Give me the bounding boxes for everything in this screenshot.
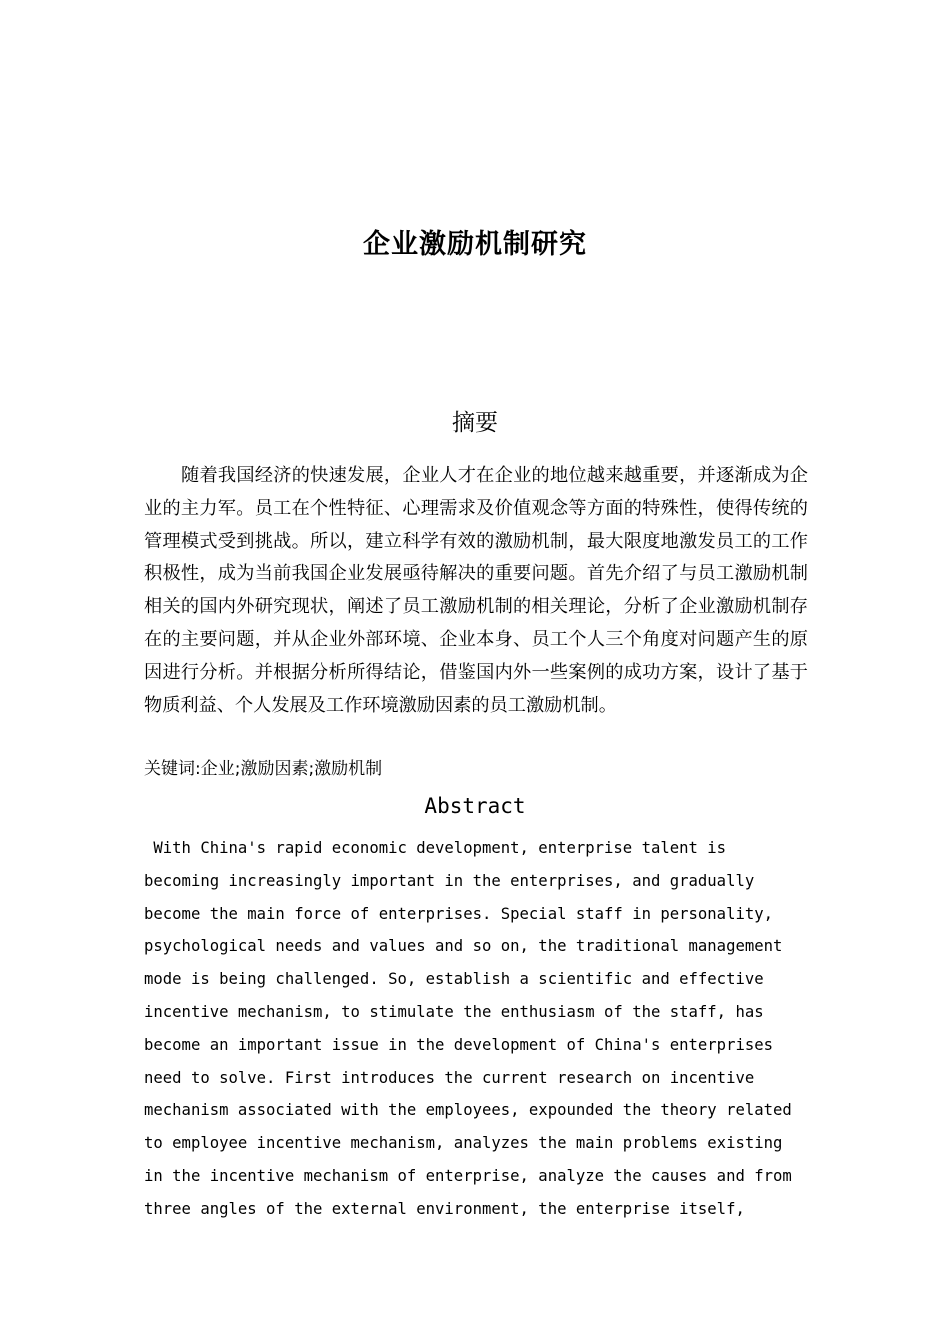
abstract-english-line: psychological needs and values and so on, the traditional management — [144, 937, 783, 956]
abstract-english-line: mechanism associated with the employees, expounded the theory related — [144, 1101, 792, 1120]
document-title: 企业激励机制研究 — [363, 229, 587, 260]
abstract-english-line: three angles of the external environment, the enterprise itself, — [144, 1199, 745, 1218]
abstract-body-english — [144, 832, 824, 1226]
abstract-english-line: With China's rapid economic development, enterprise talent is — [144, 839, 727, 857]
abstract-english-line: to employee incentive mechanism, analyzes the main problems existing — [144, 1134, 783, 1153]
abstract-english-line: incentive mechanism, to stimulate the enthusiasm of the staff, has — [144, 1002, 764, 1021]
abstract-heading-chinese: 摘要 — [452, 410, 498, 436]
abstract-heading-english: Abstract — [424, 794, 526, 818]
abstract-english-line: become an important issue in the development of China's enterprises — [144, 1035, 774, 1054]
abstract-english-line: need to solve. First introduces the current research on incentive — [144, 1068, 755, 1087]
abstract-body-chinese: 随着我国经济的快速发展，企业人才在企业的地位越来越重要，并逐渐成为企业的主力军。员工在个性特征、心理需求及价值观念等方面的特殊性，使得传统的管理模式受到挑战。所以，建立科学有效的激励机制，最大限度地激发员工的工作积极性，成为当前我国企业发展亟待解决的重要问题。首先介绍了与员工激励机制相关的国内外研究现状，阐述了员工激励机制的相关理论，分析了企业激励机制存在的主要问题，并从企业外部环境、企业本身、员工个人三个角度对问题产生的原因进行分析。并根据分析所得结论，借鉴国内外一些案例的成功方案，设计了基于物质利益、个人发展及工作环境激励因素的员工激励机制。 — [144, 465, 808, 716]
abstract-english-line: mode is being challenged. So, establish a scientific and effective — [144, 970, 764, 989]
keywords-line: 关键词:企业;激励因素;激励机制 — [144, 759, 383, 779]
abstract-english-line: become the main force of enterprises. Special staff in personality, — [144, 904, 774, 923]
abstract-english-line: becoming increasingly important in the enterprises, and gradually — [144, 871, 755, 890]
abstract-english-line: in the incentive mechanism of enterprise, analyze the causes and from — [144, 1166, 792, 1185]
